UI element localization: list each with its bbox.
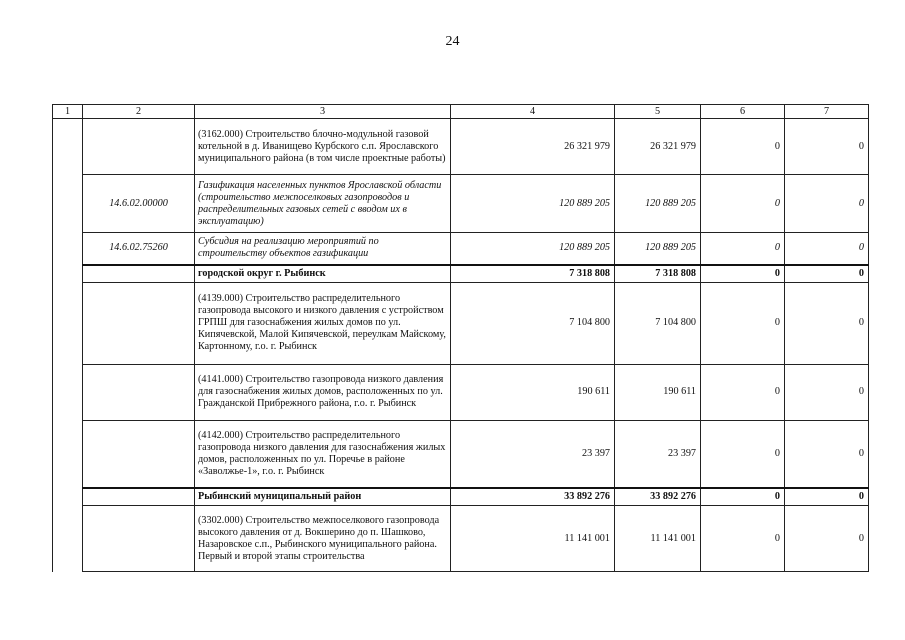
row-value-col6: 0 [701, 233, 785, 265]
row-name: Газификация населенных пунктов Ярославской области (строительство межпоселковых газопроводов и распределительных газовых сетей с вводом их в эксплуатацию) [195, 175, 451, 233]
page-number: 24 [445, 34, 460, 49]
row-value-col6: 0 [701, 506, 785, 572]
row-col-1 [53, 119, 83, 175]
table-row [53, 282, 869, 364]
budget-table [52, 104, 869, 572]
row-value-col7: 0 [785, 233, 869, 265]
row-value-col5: 7 104 800 [615, 282, 701, 364]
table-row [53, 233, 869, 265]
table-row [53, 420, 869, 488]
row-value-col5: 26 321 979 [615, 119, 701, 175]
row-value-col6: 0 [701, 488, 785, 506]
row-name: Субсидия на реализацию мероприятий по строительству объектов газификации [195, 233, 451, 265]
row-value-col7: 0 [785, 506, 869, 572]
row-code [83, 488, 195, 506]
column-header: 5 [615, 105, 701, 119]
column-header: 4 [451, 105, 615, 119]
row-col-1 [53, 265, 83, 283]
row-code [83, 364, 195, 420]
row-name: городской округ г. Рыбинск [195, 265, 451, 283]
table-row [53, 364, 869, 420]
row-value-col7: 0 [785, 488, 869, 506]
row-value-col4: 120 889 205 [451, 175, 615, 233]
table-row [53, 265, 869, 283]
row-value-col7: 0 [785, 175, 869, 233]
row-col-1 [53, 175, 83, 233]
row-code [83, 282, 195, 364]
column-number-row [53, 105, 869, 119]
column-header: 3 [195, 105, 451, 119]
row-name: (3162.000) Строительство блочно-модульной газовой котельной в д. Иванищево Курбского с.п. Ярославского муниципального района (в том числе проектные работы) [195, 119, 451, 175]
row-name: (4142.000) Строительство распределительного газопровода низкого давления для газоснабжения жилых домов, расположенных по ул. Поречье в районе «Заволжье-1», г.о. г. Рыбинск [195, 420, 451, 488]
row-value-col5: 11 141 001 [615, 506, 701, 572]
row-code [83, 420, 195, 488]
row-code: 14.6.02.75260 [83, 233, 195, 265]
row-value-col4: 33 892 276 [451, 488, 615, 506]
row-value-col4: 23 397 [451, 420, 615, 488]
row-value-col4: 7 104 800 [451, 282, 615, 364]
table-row [53, 119, 869, 175]
column-header: 7 [785, 105, 869, 119]
row-value-col5: 120 889 205 [615, 233, 701, 265]
row-name: (3302.000) Строительство межпоселкового газопровода высокого давления от д. Вокшерино до п. Шашково, Назаровское с.п., Рыбинского муниципального района. Первый и второй этапы строительства [195, 506, 451, 572]
row-col-1 [53, 282, 83, 364]
row-code [83, 265, 195, 283]
row-value-col6: 0 [701, 282, 785, 364]
row-col-1 [53, 488, 83, 506]
row-name: (4141.000) Строительство газопровода низкого давления для газоснабжения жилых домов, расположенных по ул. Гражданской Прибрежного района, г.о. г. Рыбинск [195, 364, 451, 420]
row-value-col7: 0 [785, 364, 869, 420]
table-row [53, 175, 869, 233]
row-col-1 [53, 506, 83, 572]
row-value-col6: 0 [701, 119, 785, 175]
table-row [53, 506, 869, 572]
table-row [53, 488, 869, 506]
row-value-col6: 0 [701, 420, 785, 488]
row-value-col6: 0 [701, 265, 785, 283]
column-header: 2 [83, 105, 195, 119]
column-header: 6 [701, 105, 785, 119]
row-col-1 [53, 420, 83, 488]
row-value-col5: 120 889 205 [615, 175, 701, 233]
row-value-col7: 0 [785, 282, 869, 364]
row-value-col5: 23 397 [615, 420, 701, 488]
row-value-col4: 190 611 [451, 364, 615, 420]
row-code [83, 119, 195, 175]
row-value-col4: 120 889 205 [451, 233, 615, 265]
row-value-col4: 11 141 001 [451, 506, 615, 572]
row-name: Рыбинский муниципальный район [195, 488, 451, 506]
row-value-col5: 7 318 808 [615, 265, 701, 283]
row-value-col5: 190 611 [615, 364, 701, 420]
row-col-1 [53, 364, 83, 420]
row-value-col5: 33 892 276 [615, 488, 701, 506]
row-value-col6: 0 [701, 364, 785, 420]
row-value-col7: 0 [785, 265, 869, 283]
row-name: (4139.000) Строительство распределительного газопровода высокого и низкого давления с устройством ГРПШ для газоснабжения жилых домов по ул. Кипячевской, Малой Кипячевской, переулкам Майскому, Картонному, г.о. г. Рыбинск [195, 282, 451, 364]
row-col-1 [53, 233, 83, 265]
row-value-col7: 0 [785, 119, 869, 175]
column-header: 1 [53, 105, 83, 119]
row-value-col4: 7 318 808 [451, 265, 615, 283]
row-code [83, 506, 195, 572]
row-value-col4: 26 321 979 [451, 119, 615, 175]
row-value-col7: 0 [785, 420, 869, 488]
row-code: 14.6.02.00000 [83, 175, 195, 233]
row-value-col6: 0 [701, 175, 785, 233]
